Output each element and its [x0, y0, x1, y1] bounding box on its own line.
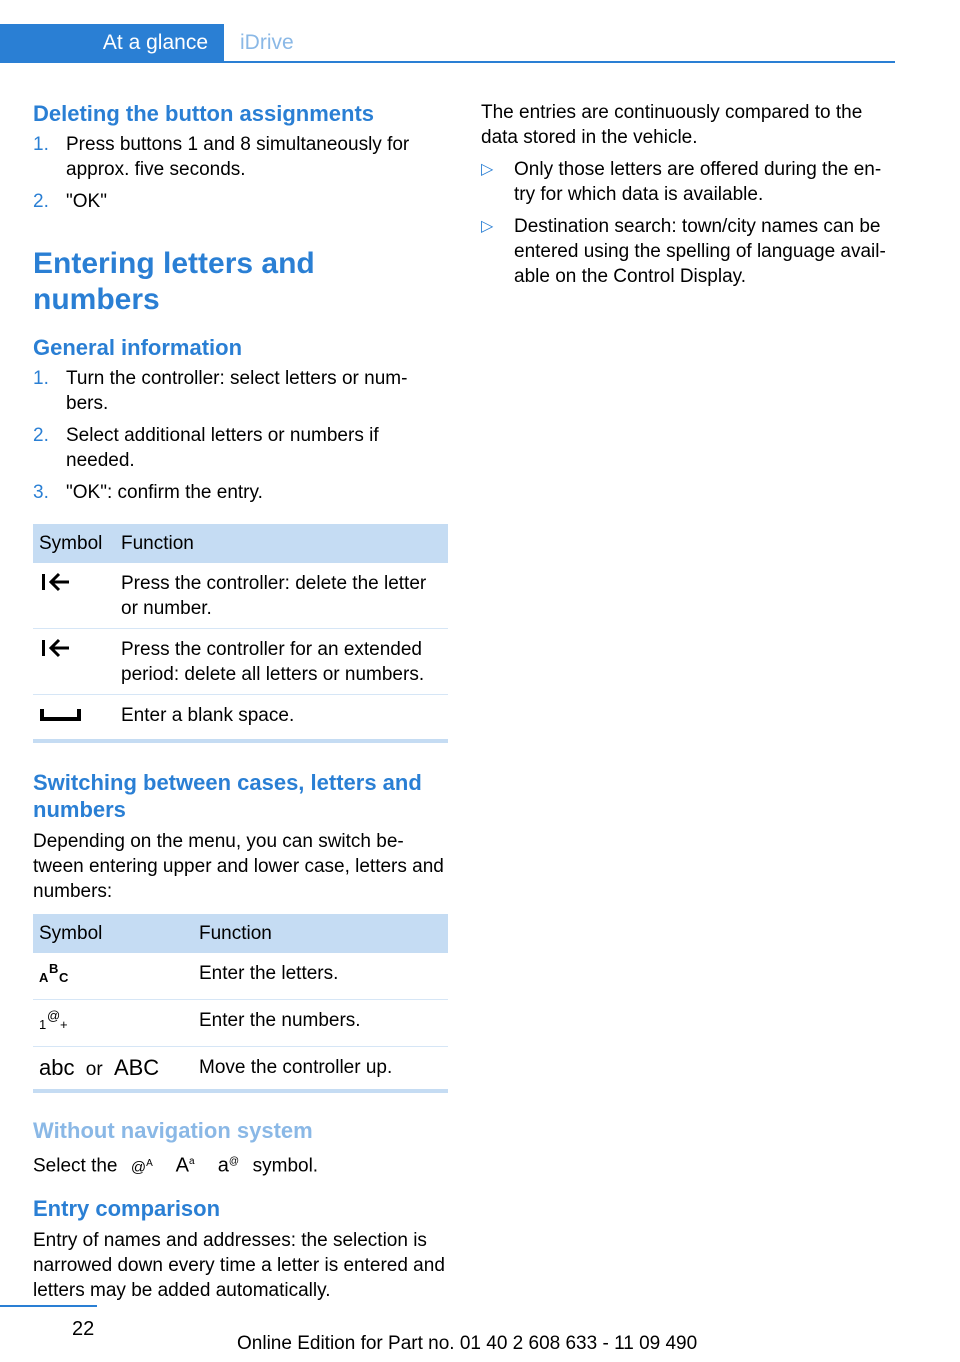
svg-text:@: @: [47, 1008, 61, 1023]
list-item: 1. Press buttons 1 and 8 simultaneously for approx. five seconds.: [33, 134, 410, 180]
table-cell: Move the controller up.: [193, 1047, 448, 1092]
svg-text:C: C: [59, 970, 69, 985]
tab-idrive[interactable]: [240, 24, 294, 62]
section-title-general: General information: [33, 335, 243, 360]
symbol-table-switch: [33, 914, 448, 1093]
table-header-symbol: Symbol: [33, 524, 115, 563]
letters-icon: [33, 953, 193, 1000]
table-row: [33, 1047, 448, 1092]
right-column: [481, 100, 896, 289]
steps-deleting: [33, 132, 448, 214]
tab-at-a-glance-label: At a glance: [102, 31, 208, 54]
bullet-list: [481, 157, 896, 289]
list-item: 2. "OK": [33, 191, 107, 212]
table-cell: Enter the numbers.: [193, 1000, 448, 1047]
table-header-function: Function: [193, 914, 448, 953]
table-cell: Press the controller: delete the letter or number.: [115, 563, 448, 629]
delete-icon: [33, 563, 115, 629]
list-item: 2. Select additional letters or numbers if needed.: [33, 425, 379, 471]
table-row: [33, 629, 448, 695]
paragraph-entry-comparison: Entry of names and addresses: the selection is narrowed down every time a letter is entered and letters may be added automatically.: [33, 1229, 445, 1301]
edition-text: Online Edition for Part no. 01 40 2 608 633 - 11 09 490: [237, 1333, 698, 1354]
section-title-without-nav: Without navigation system: [33, 1118, 313, 1143]
tab-at-a-glance[interactable]: [0, 24, 224, 62]
list-item: 1. Turn the controller: select letters or num-bers.: [33, 368, 408, 414]
section-title-entry-comparison: Entry comparison: [33, 1195, 221, 1221]
uppercase-abc-icon: ABC: [113, 1055, 160, 1080]
section-title-switching: Switching between cases, letters and numbers: [33, 770, 422, 822]
table-row: [33, 563, 448, 629]
svg-text:+: +: [60, 1017, 68, 1032]
table-row: [33, 695, 448, 742]
left-column: [33, 100, 448, 1303]
triangle-bullet-icon: ▷: [481, 218, 494, 235]
page-number: 22: [72, 1318, 95, 1340]
list-item: ▷ Destination search: town/city names can be entered using the spelling of language avail-able on the Control Display.: [481, 216, 886, 287]
space-icon: [33, 695, 115, 742]
tab-idrive-label: iDrive: [240, 31, 294, 54]
delete-all-icon: [33, 629, 115, 695]
svg-text:A: A: [39, 970, 49, 985]
paragraph-switching: Depending on the menu, you can switch be-tween entering upper and lower case, letters and numbers:: [33, 831, 444, 902]
svg-text:B: B: [49, 961, 59, 976]
table-header-symbol: Symbol: [33, 914, 193, 953]
paragraph-intro: The entries are continuously compared to the data stored in the vehicle.: [481, 102, 863, 148]
numbers-icon: [33, 1000, 193, 1047]
footer-rule: [0, 1305, 97, 1307]
symbol-table-delete: [33, 524, 448, 743]
or-label: or: [85, 1059, 103, 1080]
list-item: 3. "OK": confirm the entry.: [33, 482, 263, 503]
list-item: ▷ Only those letters are offered during the en-try for which data is available.: [481, 159, 882, 205]
steps-general: [33, 366, 448, 505]
table-row: [33, 1000, 448, 1047]
triangle-bullet-icon: ▷: [481, 161, 494, 178]
a-at-icon: a@: [217, 1154, 239, 1177]
a-superscript-icon: $A^a$: [175, 1154, 195, 1177]
heading-entering: Entering letters and numbers: [33, 247, 315, 316]
lowercase-abc-icon: abc: [39, 1055, 75, 1080]
case-icons: [33, 1047, 193, 1092]
table-header-function: Function: [115, 524, 448, 563]
table-cell: Enter a blank space.: [115, 695, 448, 742]
section-title-deleting: Deleting the button assignments: [33, 101, 375, 126]
table-cell: Press the controller for an extended period: delete all letters or numbers.: [115, 629, 448, 695]
table-cell: Enter the letters.: [193, 953, 448, 1000]
table-row: [33, 953, 448, 1000]
paragraph-without-nav: Select the @$^A$ $A^a$ a@ symbol.: [33, 1149, 448, 1180]
at-a-icon: @$^A$: [130, 1157, 153, 1176]
svg-text:1: 1: [39, 1017, 47, 1032]
